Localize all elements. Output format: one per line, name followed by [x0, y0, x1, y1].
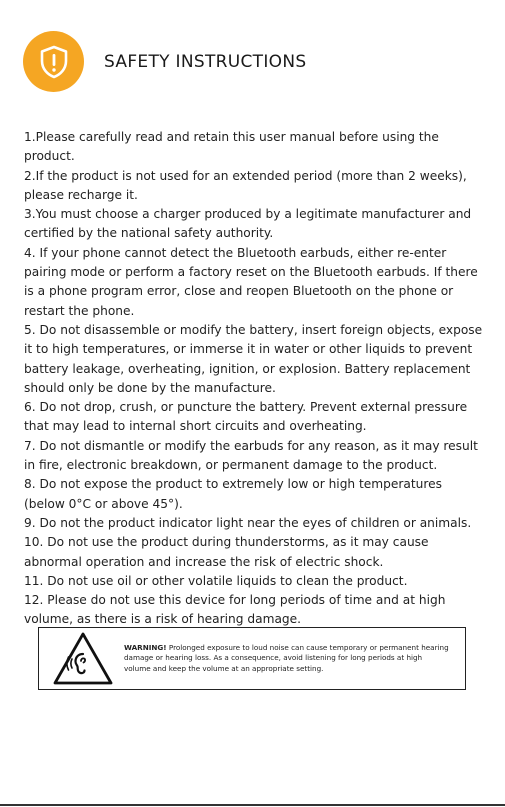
instruction-item: 10. Do not use the product during thunderstorms, as it may cause abnormal operation and increase the risk of electric shock. [24, 535, 429, 569]
instruction-item: 2.If the product is not used for an extended period (more than 2 weeks), please recharge it. [24, 168, 467, 202]
warning-message: Prolonged exposure to loud noise can cause temporary or permanent hearing damage or hearing loss. As a consequence, avoid listening for long periods at high volume and keep the volume at an appropriate setting. [124, 642, 449, 673]
instruction-item: 9. Do not the product indicator light near the eyes of children or animals. [24, 515, 472, 530]
instruction-item: 8. Do not expose the product to extremely low or high temperatures (below 0°C or above 45°). [24, 477, 442, 511]
instruction-item: 11. Do not use oil or other volatile liquids to clean the product. [24, 573, 408, 588]
instruction-item: 12. Please do not use this device for long periods of time and at high volume, as there is a risk of hearing damage. [24, 593, 446, 627]
shield-exclamation-icon [23, 31, 84, 92]
page-title: SAFETY INSTRUCTIONS [104, 51, 307, 72]
instruction-item: 7. Do not dismantle or modify the earbuds for any reason, as it may result in fire, electronic breakdown, or permanent damage to the product. [24, 438, 478, 473]
page-bottom-divider [0, 804, 505, 806]
instruction-list [24, 128, 484, 630]
warning-label: WARNING! [124, 642, 167, 652]
instruction-item: 4. If your phone cannot detect the Bluetooth earbuds, either re-enter pairing mode or perform a factory reset on the Bluetooth earbuds. If there is a phone program error, close and reopen Bluetooth on the phone or restart the phone. [24, 245, 478, 318]
instruction-item: 1.Please carefully read and retain this user manual before using the product. [24, 130, 439, 164]
page-header [23, 31, 306, 92]
instruction-item: 5. Do not disassemble or modify the battery, insert foreign objects, expose it to high temperatures, or immerse it in water or other liquids to prevent battery leakage, overheating, ignition, or explosion. Battery replacement should only be done by the manufacture. [24, 322, 483, 395]
instruction-item: 6. Do not drop, crush, or puncture the battery. Prevent external pressure that may lead to internal short circuits and overheating. [24, 400, 468, 434]
instruction-item: 3.You must choose a charger produced by a legitimate manufacturer and certified by the national safety authority. [24, 207, 472, 241]
warning-text [124, 643, 451, 675]
hearing-damage-warning-icon [52, 631, 114, 686]
warning-box [38, 627, 466, 690]
